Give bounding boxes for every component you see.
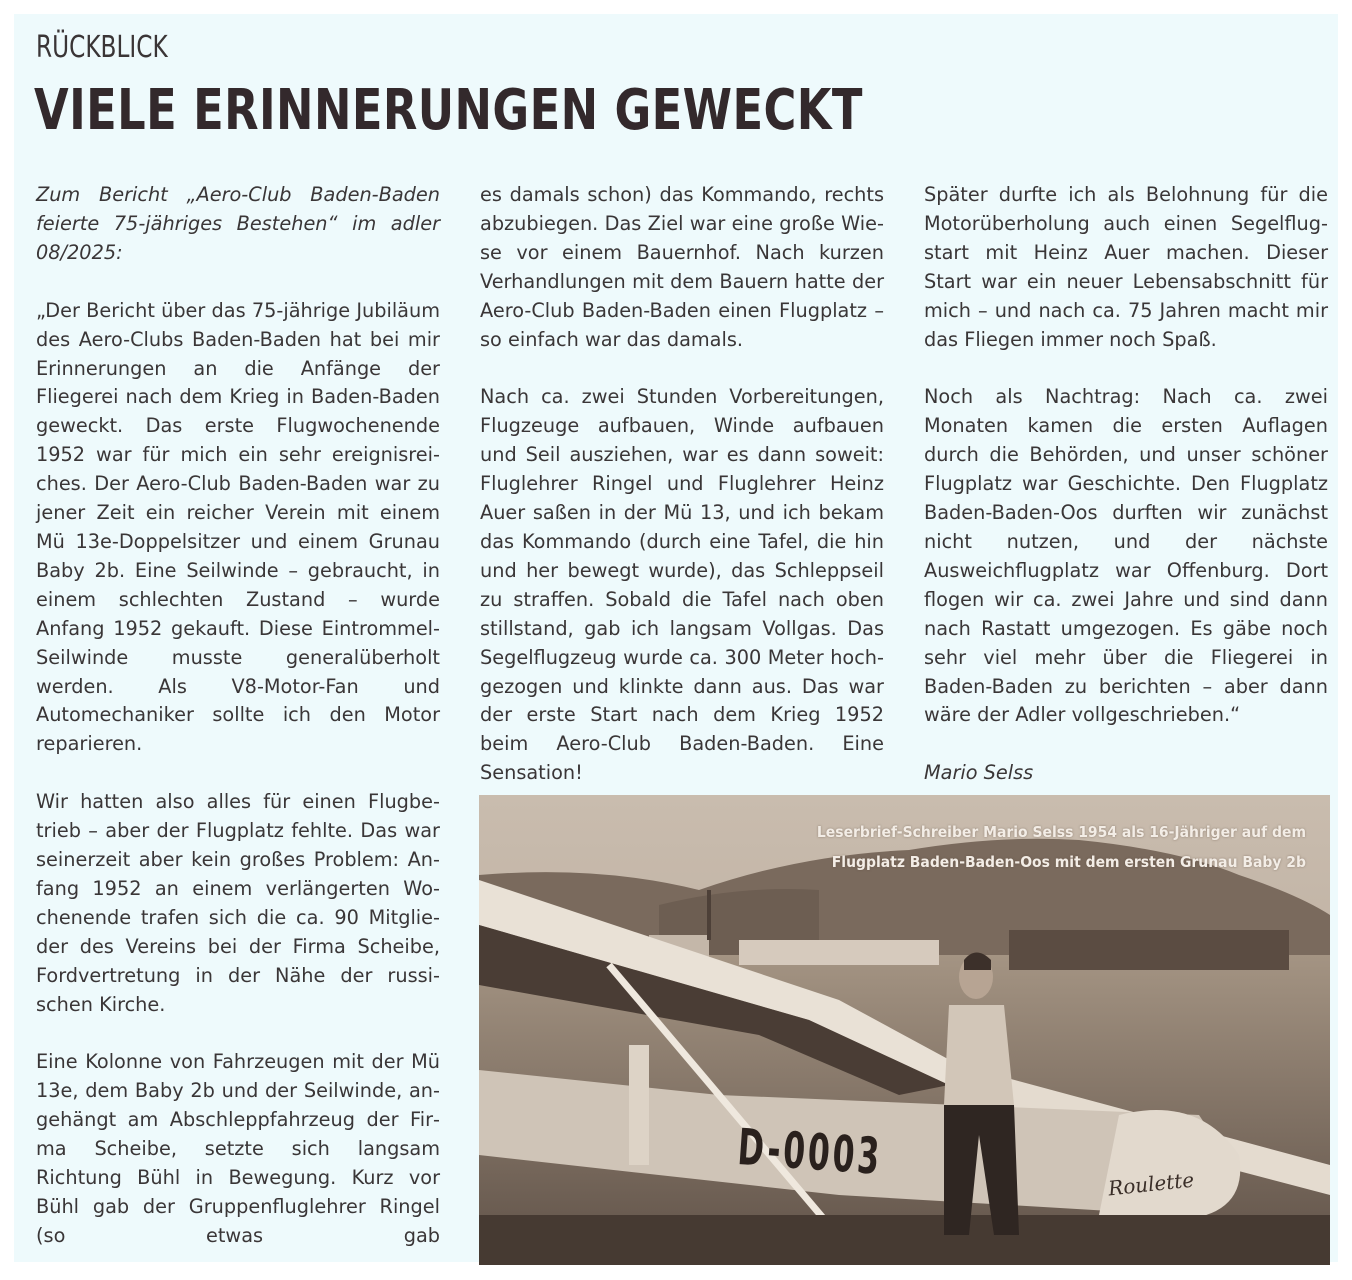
- photo-caption: [817, 817, 1306, 877]
- paragraph: Wir hatten also alles für einen Flugbetrieb – aber der Flugplatz fehlte. Das war seinerzeit aber kein großes Problem: Anfang 1952 an einem verlängerten Wochenende trafen sich die ca. 90 Mitglieder des Vereins bei der Firma Scheibe, Fordvertretung in der Nähe der russischen Kirche.: [36, 790, 440, 1016]
- text-column-1: [36, 181, 440, 1280]
- paragraph: Später durfte ich als Belohnung für die Motorüberholung auch einen Segelflugstart mit Heinz Auer machen. Dieser Start war ein neuer Lebensabschnitt für mich – und nach ca. 75 Jahren macht mir das Fliegen immer noch Spaß.: [924, 183, 1328, 351]
- paragraph: „Der Bericht über das 75-jährige Jubiläum des Aero-Clubs Baden-Baden hat bei mir Erinnerungen an die Anfänge der Fliegerei nach dem Krieg in Baden-Baden geweckt. Das erste Flugwochenende 1952 war für mich ein sehr ereignisreiches. Der Aero-Club Baden-Baden war zu jener Zeit ein reicher Verein mit einem Mü 13e-Doppelsitzer und einem Grunau Baby 2b. Eine Seilwinde – gebraucht, in einem schlechten Zustand – wurde Anfang 1952 gekauft. Diese Eintrommel-Seilwinde musste generalüberholt werden. Als V8-Motor-Fan und Automechaniker sollte ich den Motor reparieren.: [36, 298, 440, 756]
- hangar: [1009, 930, 1289, 970]
- paragraph: es damals schon) das Kommando, rechts abzubiegen. Das Ziel war eine große Wiese vor einem Bauernhof. Nach kurzen Verhandlungen mit dem Bauern hatte der Aero-Club Baden-Baden einen Flugplatz – so einfach war das damals.: [480, 183, 884, 351]
- article-headline: VIELE ERINNERUNGEN GEWECKT: [34, 78, 863, 143]
- caption-line-1: Leserbrief-Schreiber Mario Selss 1954 als 16-Jähriger auf dem: [816, 823, 1306, 841]
- text-column-2: [480, 181, 884, 817]
- paragraph: Eine Kolonne von Fahrzeugen mit der Mü 13e, dem Baby 2b und der Seilwinde, angehängt am Abschleppfahrzeug der Firma Scheibe, setzte sich langsam Richtung Bühl in Bewegung. Kurz vor Bühl gab der Gruppenfluglehrer Ringel (so etwas gab: [36, 1050, 440, 1247]
- glider-name: Roulette: [1106, 1167, 1196, 1201]
- caption-line-2: Flugplatz Baden-Baden-Oos mit dem ersten Grunau Baby 2b: [831, 853, 1306, 871]
- paragraph: Noch als Nachtrag: Nach ca. zwei Monaten kamen die ersten Auflagen durch die Behörden, und unser schöner Flugplatz war Geschichte. Den Flugplatz Baden-Baden-Oos durften wir zunächst nicht nutzen, und der nächste Ausweichflugplatz war Offenburg. Dort flogen wir ca. zwei Jahre und sind dann nach Rastatt umgezogen. Es gäbe noch sehr viel mehr über die Fliegerei in Baden-Baden zu berichten – aber dann wäre der Adler vollgeschrieben.“: [924, 385, 1328, 727]
- glider-tail: [629, 1045, 649, 1165]
- section-kicker: RÜCKBLICK: [36, 30, 168, 65]
- intro-reference: Zum Bericht „Aero-Club Baden-Baden feierte 75-jähriges Bestehen“ im adler 08/2025:: [36, 183, 440, 264]
- historic-photo: [479, 795, 1330, 1265]
- glider-registration: D-0003: [735, 1118, 884, 1186]
- paragraph: Nach ca. zwei Stunden Vorbereitungen, Flugzeuge aufbauen, Winde aufbauen und Seil ausziehen, war es dann soweit: Fluglehrer Ringel und Fluglehrer Heinz Auer saßen in der Mü 13, und ich bekam das Kommando (durch eine Tafel, die hin und her bewegt wurde), das Schleppseil zu straffen. Sobald die Tafel nach oben stillstand, gab ich langsam Vollgas. Das Segelflugzeug wurde ca. 300 Meter hochgezogen und klinkte dann aus. Das war der erste Start nach dem Krieg 1952 beim Aero-Club Baden-Baden. Eine Sensation!: [480, 385, 884, 785]
- text-column-3: [924, 181, 1328, 817]
- author-signature: Mario Selss: [924, 761, 1034, 785]
- buildings: [739, 940, 939, 965]
